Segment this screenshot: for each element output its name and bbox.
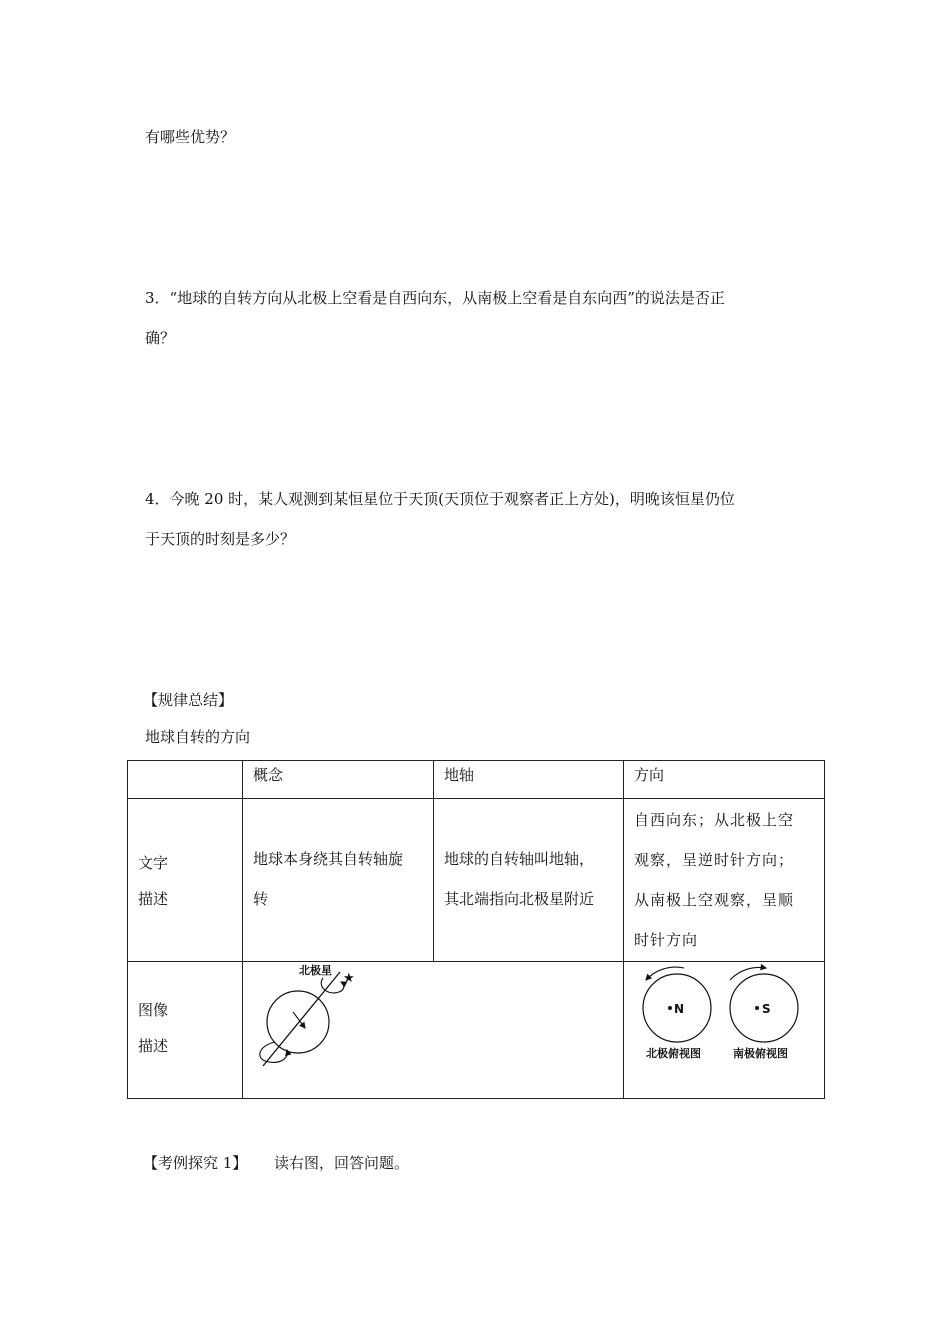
- question-3-line-2: 确？: [145, 329, 176, 347]
- example-text: 读右图，回答问题。: [274, 1154, 410, 1172]
- header-direction: 方向: [624, 761, 825, 799]
- direction-cell: 自西向东；从北极上空 观察，呈逆时针方向； 从南极上空观察，呈顺 时针方向: [624, 799, 825, 962]
- question-4-line-1: 4．今晚 20 时，某人观测到某恒星位于天顶(天顶位于观察者正上方处)，明晚该恒星仍位: [145, 490, 735, 508]
- image-row-label: 图像 描述: [128, 962, 243, 1099]
- header-axis: 地轴: [434, 761, 624, 799]
- header-concept: 概念: [243, 761, 434, 799]
- star-icon: ★: [343, 971, 355, 986]
- question-3-line-1: 3．“地球的自转方向从北极上空看是自西向东，从南极上空看是自东向西”的说法是否正: [145, 289, 725, 307]
- text-row-label: 文字 描述: [128, 799, 243, 962]
- north-pole-dot: [668, 1006, 672, 1010]
- polar-views-cell: [624, 962, 825, 1099]
- south-pole-dot: [755, 1006, 759, 1010]
- concept-cell: 地球本身绕其自转轴旋 转: [243, 799, 434, 962]
- earth-circle: [267, 991, 329, 1053]
- earth-axis-diagram-cell: [243, 962, 624, 1099]
- summary-heading: 【规律总结】: [143, 691, 234, 709]
- rotation-direction-table: [127, 760, 825, 1099]
- text-description-row: [128, 799, 825, 962]
- image-description-row: [128, 962, 825, 1099]
- question-4-line-2: 于天顶的时刻是多少？: [145, 530, 296, 548]
- south-view-caption: 南极俯视图: [733, 1047, 788, 1060]
- south-letter: S: [762, 1002, 771, 1016]
- polaris-label: 北极星: [299, 964, 332, 977]
- earth-axis-diagram: [243, 962, 624, 1098]
- question-2-tail: 有哪些优势？: [145, 128, 236, 146]
- table-title: 地球自转的方向: [145, 728, 251, 746]
- north-view-caption: 北极俯视图: [646, 1047, 701, 1060]
- surface-rotation-arrow: [293, 1012, 305, 1028]
- table-header-row: [128, 761, 825, 799]
- polar-views-diagram: [624, 962, 825, 1098]
- example-heading: 【考例探究 1】: [143, 1154, 248, 1172]
- axis-cell: 地球的自转轴叫地轴， 其北端指向北极星附近: [434, 799, 624, 962]
- header-empty-cell: [128, 761, 243, 799]
- north-letter: N: [674, 1002, 685, 1016]
